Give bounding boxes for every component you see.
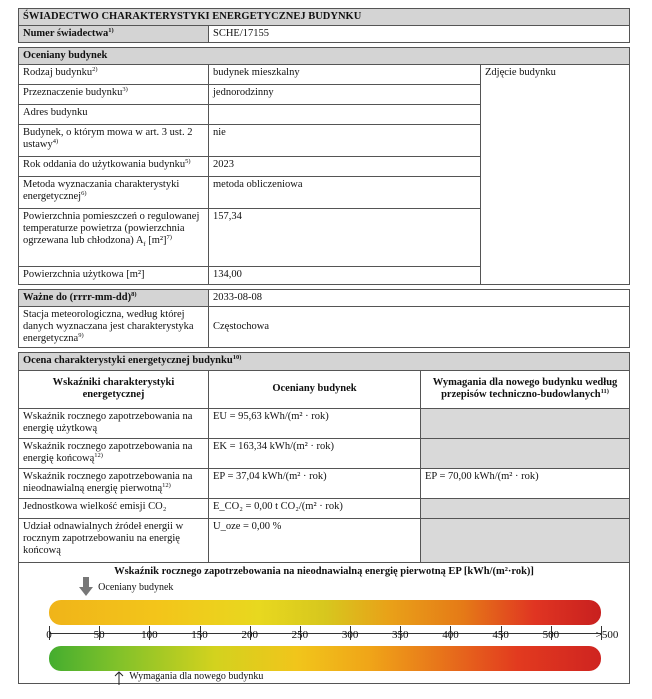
- building-type-value: budynek mieszkalny: [209, 65, 481, 85]
- axis-tick-label: 100: [141, 628, 158, 641]
- building-art3-label: Budynek, o którym mowa w art. 3 ust. 2 ustawy$^{4)}$: [19, 125, 209, 157]
- building-year-value: 2023: [209, 157, 481, 177]
- building-address-label: Adres budynku: [19, 105, 209, 125]
- axis-tick-label: 0: [46, 628, 52, 641]
- assessed-building-label: Oceniany budynek: [98, 581, 174, 593]
- axis-tick-label: 300: [341, 628, 359, 641]
- ep-label: Wskaźnik rocznego zapotrzebowania na nieodnawialną energię pierwotną$^{12)}$: [19, 468, 209, 498]
- eu-label: Wskaźnik rocznego zapotrzebowania na energię użytkową: [19, 408, 209, 438]
- building-type-label: Rodzaj budynku$^{2)}$: [19, 65, 209, 85]
- required-building-label: Wymagania dla nowego budynku: [129, 670, 264, 682]
- ep-scale-title: Wskaźnik rocznego zapotrzebowania na nieodnawialną energię pierwotną EP [kWh/(m²·rok)]: [114, 565, 534, 577]
- assessment-section-header: Ocena charakterystyki energetycznej budynku$^{10)}$: [19, 353, 630, 370]
- assessed-arrow-icon: [79, 577, 93, 597]
- axis-tick-label: 400: [442, 628, 459, 641]
- oze-value: U_oze = 0,00 %: [209, 518, 421, 562]
- required-arrow-icon: [114, 671, 124, 685]
- axis-line: [49, 633, 601, 634]
- co2-requirement: [421, 498, 630, 518]
- building-art3-value: nie: [209, 125, 481, 157]
- building-heated-area-value: 157,34: [209, 209, 481, 267]
- building-section-header: Oceniany budynek: [19, 48, 630, 65]
- co2-label: Jednostkowa wielkość emisji CO₂: [19, 498, 209, 518]
- building-year-label: Rok oddania do użytkowania budynku$^{5)}$: [19, 157, 209, 177]
- ep-scale: [18, 563, 630, 684]
- building-heated-area-label: Powierzchnia pomieszczeń o regulowanej temperaturze powietrza (powierzchnia ogrzewana lub chłodzona) $A_f$ $[m^2]^{7)}$: [19, 209, 209, 267]
- ep-requirement: EP = 70,00 kWh/(m² · rok): [421, 468, 630, 498]
- co2-value: E_CO₂ = 0,00 t CO₂/(m² · rok): [209, 498, 421, 518]
- eu-requirement: [421, 408, 630, 438]
- cert-number-value: SCHE/17155: [209, 26, 630, 43]
- building-photo-cell: Zdjęcie budynku: [481, 65, 630, 285]
- building-purpose-value: jednorodzinny: [209, 85, 481, 105]
- weather-station-label: Stacja meteorologiczna, według której danych wyznaczana jest charakterystyka energetyczna$^{9)}$: [19, 307, 209, 348]
- axis-tick-label: 250: [291, 628, 309, 641]
- building-table: [18, 47, 630, 289]
- axis-tick-label: 50: [93, 628, 105, 641]
- assessment-col-indicators: Wskaźniki charakterystyki energetycznej: [19, 370, 209, 408]
- ep-axis: [49, 626, 601, 640]
- axis-tick-label: >500: [595, 628, 619, 641]
- axis-tick-label: 200: [241, 628, 258, 641]
- building-usable-area-label: Powierzchnia użytkowa [m²]: [19, 267, 209, 285]
- building-address-value: [209, 105, 481, 125]
- cert-number-label: Numer świadectwa$^{1)}$: [19, 26, 209, 43]
- weather-station-value: Częstochowa: [209, 307, 630, 348]
- building-purpose-label: Przeznaczenie budynku$^{3)}$: [19, 85, 209, 105]
- valid-until-label: Ważne do (rrrr-mm-dd)$^{8)}$: [19, 290, 209, 307]
- certificate: [18, 8, 630, 684]
- ek-label: Wskaźnik rocznego zapotrzebowania na energię końcową$^{12)}$: [19, 438, 209, 468]
- axis-tick-label: 150: [191, 628, 208, 641]
- axis-tick-label: 450: [492, 628, 509, 641]
- axis-tick-label: 350: [392, 628, 409, 641]
- ek-value: EK = 163,34 kWh/(m² · rok): [209, 438, 421, 468]
- building-method-label: Metoda wyznaczania charakterystyki energetycznej$^{6)}$: [19, 177, 209, 209]
- eu-value: EU = 95,63 kWh/(m² · rok): [209, 408, 421, 438]
- ep-value: EP = 37,04 kWh/(m² · rok): [209, 468, 421, 498]
- oze-requirement: [421, 518, 630, 562]
- validity-table: [18, 289, 630, 352]
- header-table: [18, 8, 630, 47]
- building-usable-area-value: 134,00: [209, 267, 481, 285]
- building-method-value: metoda obliczeniowa: [209, 177, 481, 209]
- document-title: ŚWIADECTWO CHARAKTERYSTYKI ENERGETYCZNEJ BUDYNKU: [19, 9, 630, 26]
- oze-label: Udział odnawialnych źródeł energii w rocznym zapotrzebowaniu na energię końcową: [19, 518, 209, 562]
- assessment-col-assessed: Oceniany budynek: [209, 370, 421, 408]
- ek-requirement: [421, 438, 630, 468]
- required-scale-bar: [49, 646, 601, 671]
- valid-until-value: 2033-08-08: [209, 290, 630, 307]
- axis-tick-label: 500: [542, 628, 560, 641]
- assessment-col-requirements: Wymagania dla nowego budynku według przepisów techniczno-budowlanych$^{11)}$: [421, 370, 630, 408]
- assessment-table: [18, 352, 630, 562]
- assessed-scale-bar: [49, 600, 601, 625]
